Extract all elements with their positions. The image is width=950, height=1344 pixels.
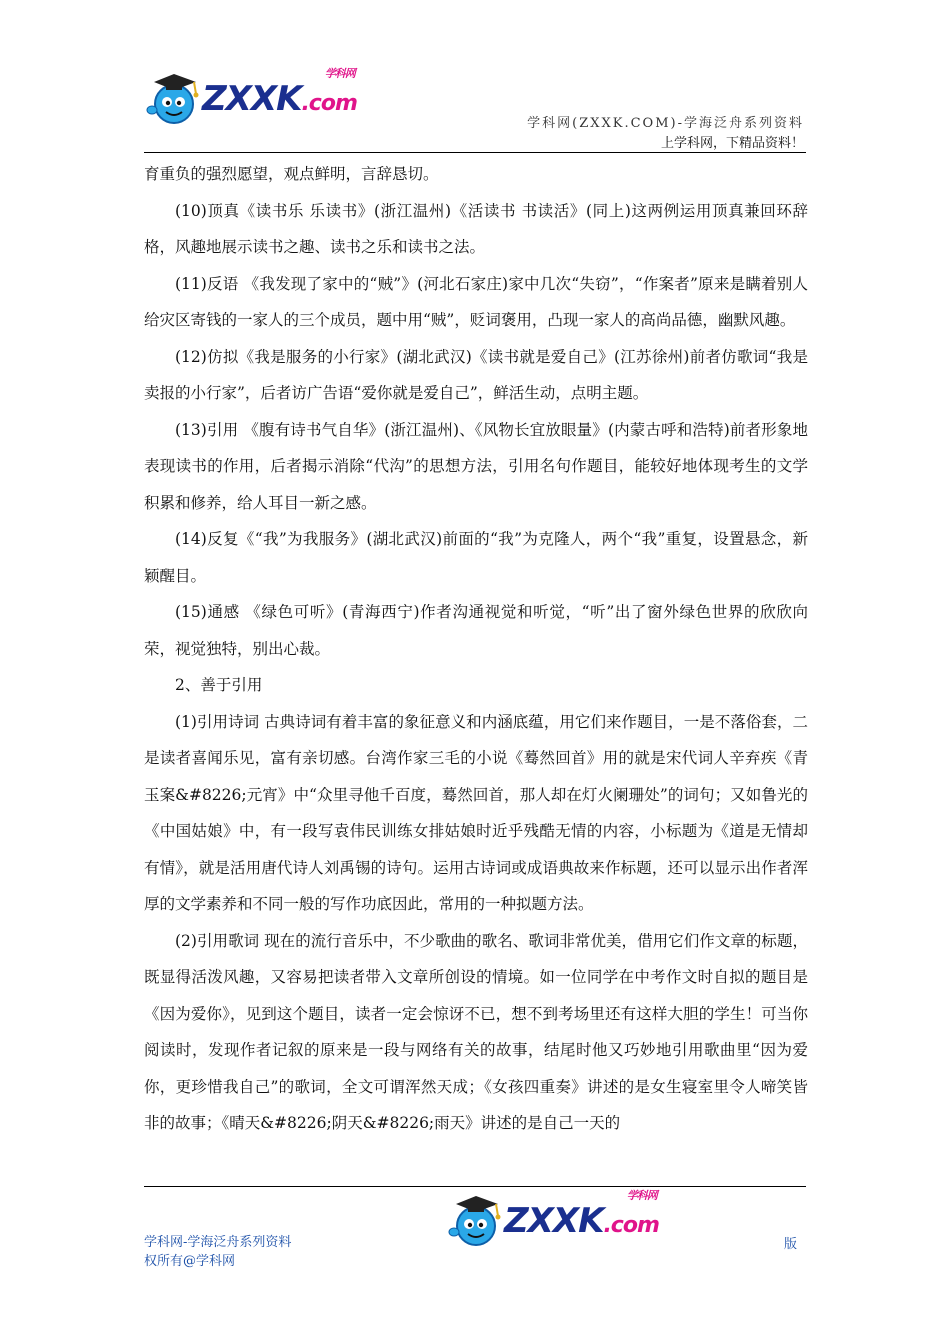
paragraph: (11)反语 《我发现了家中的“贼”》(河北石家庄)家中几次“失窃”，“作案者”原来是瞒着别人给灾区寄钱的一家人的三个成员，题中用“贼”，贬词褒用，凸现一家人的高尚品德，幽默风趣。 [144, 274, 808, 329]
logo-dotcom: .com [301, 91, 357, 116]
header-slogan: 上学科网，下精品资料！ [660, 136, 804, 151]
body-text [144, 156, 808, 1142]
paragraph: (1)引用诗词 古典诗词有着丰富的象征意义和内涵底蕴，用它们来作题目，一是不落俗套，二是读者喜闻乐见，富有亲切感。台湾作家三毛的小说《蓦然回首》用的就是宋代词人辛弃疾《青玉案&#8226;元宵》中“众里寻他千百度，蓦然回首，那人却在灯火阑珊处”的词句；又如鲁光的《中国姑娘》中，有一段写袁伟民训练女排姑娘时近乎残酷无情的内容，小标题为《道是无情却有情》，就是活用唐代诗人刘禹锡的诗句。运用古诗词或成语典故来作标题，还可以显示出作者浑厚的文学素养和不同一般的写作功底因此，常用的一种拟题方法。 [144, 712, 808, 913]
paragraph: 2、善于引用 [175, 676, 263, 694]
logo-sub-text: 学科网 [324, 67, 355, 80]
footer-divider [144, 1186, 806, 1187]
paragraph: (2)引用歌词 现在的流行音乐中，不少歌曲的歌名、歌词非常优美，借用它们作文章的标题，既显得活泼风趣，又容易把读者带入文章所创设的情境。如一位同学在中考作文时自拟的题目是《因为爱你》，见到这个题目，读者一定会惊讶不已，想不到考场里还有这样大胆的学生！可当你阅读时，发现作者记叙的原来是一段与网络有关的故事，结尾时他又巧妙地引用歌曲里“因为爱你，更珍惜我自己”的歌词，全文可谓浑然天成；《女孩四重奏》讲述的是女生寝室里令人啼笑皆非的故事；《晴天&#8226;阴天&#8226;雨天》讲述的是自己一天的 [144, 931, 808, 1132]
paragraph: 育重负的强烈愿望，观点鲜明，言辞恳切。 [144, 165, 439, 183]
footer-left [144, 1233, 291, 1271]
logo-zxxk: ZXXK [504, 1201, 604, 1241]
footer-line-1: 学科网-学海泛舟系列资料 [144, 1235, 292, 1250]
header-divider [144, 152, 806, 153]
logo-zxxk: ZXXK [202, 79, 302, 119]
header-site-line: 学科网(ZXXK.COM)-学海泛舟系列资料 [527, 116, 804, 131]
mascot-icon [144, 68, 206, 130]
paragraph: (14)反复《“我”为我服务》(湖北武汉)前面的“我”为克隆人，两个“我”重复，设置悬念，新颖醒目。 [144, 530, 808, 585]
paragraph: (12)仿拟《我是服务的小行家》(湖北武汉)《读书就是爱自己》(江苏徐州)前者仿歌词“我是卖报的小行家”，后者访广告语“爱你就是爱自己”，鲜活生动，点明主题。 [144, 347, 808, 402]
footer-logo[interactable] [446, 1190, 659, 1252]
paragraph: (10)顶真《读书乐 乐读书》(浙江温州)《活读书 书读活》(同上)这两例运用顶真兼回环辞格，风趣地展示读书之趣、读书之乐和读书之法。 [144, 201, 808, 256]
footer-right: 版 [784, 1237, 798, 1252]
header-logo[interactable] [144, 68, 357, 130]
header-info [527, 114, 804, 154]
paragraph: (13)引用 《腹有诗书气自华》(浙江温州)、《风物长宜放眼量》(内蒙古呼和浩特)前者形象地表现读书的作用，后者揭示消除“代沟”的思想方法，引用名句作题目，能较好地体现考生的文学积累和修养，给人耳目一新之感。 [144, 420, 808, 512]
footer-line-2: 权所有@学科网 [144, 1254, 236, 1269]
logo-sub-text: 学科网 [626, 1189, 657, 1202]
logo-wordmark [504, 1189, 659, 1241]
paragraph: (15)通感 《绿色可听》(青海西宁)作者沟通视觉和听觉，“听”出了窗外绿色世界的欣欣向荣，视觉独特，别出心裁。 [144, 603, 808, 658]
logo-dotcom: .com [603, 1213, 659, 1238]
logo-wordmark [202, 67, 357, 119]
mascot-icon [446, 1190, 508, 1252]
